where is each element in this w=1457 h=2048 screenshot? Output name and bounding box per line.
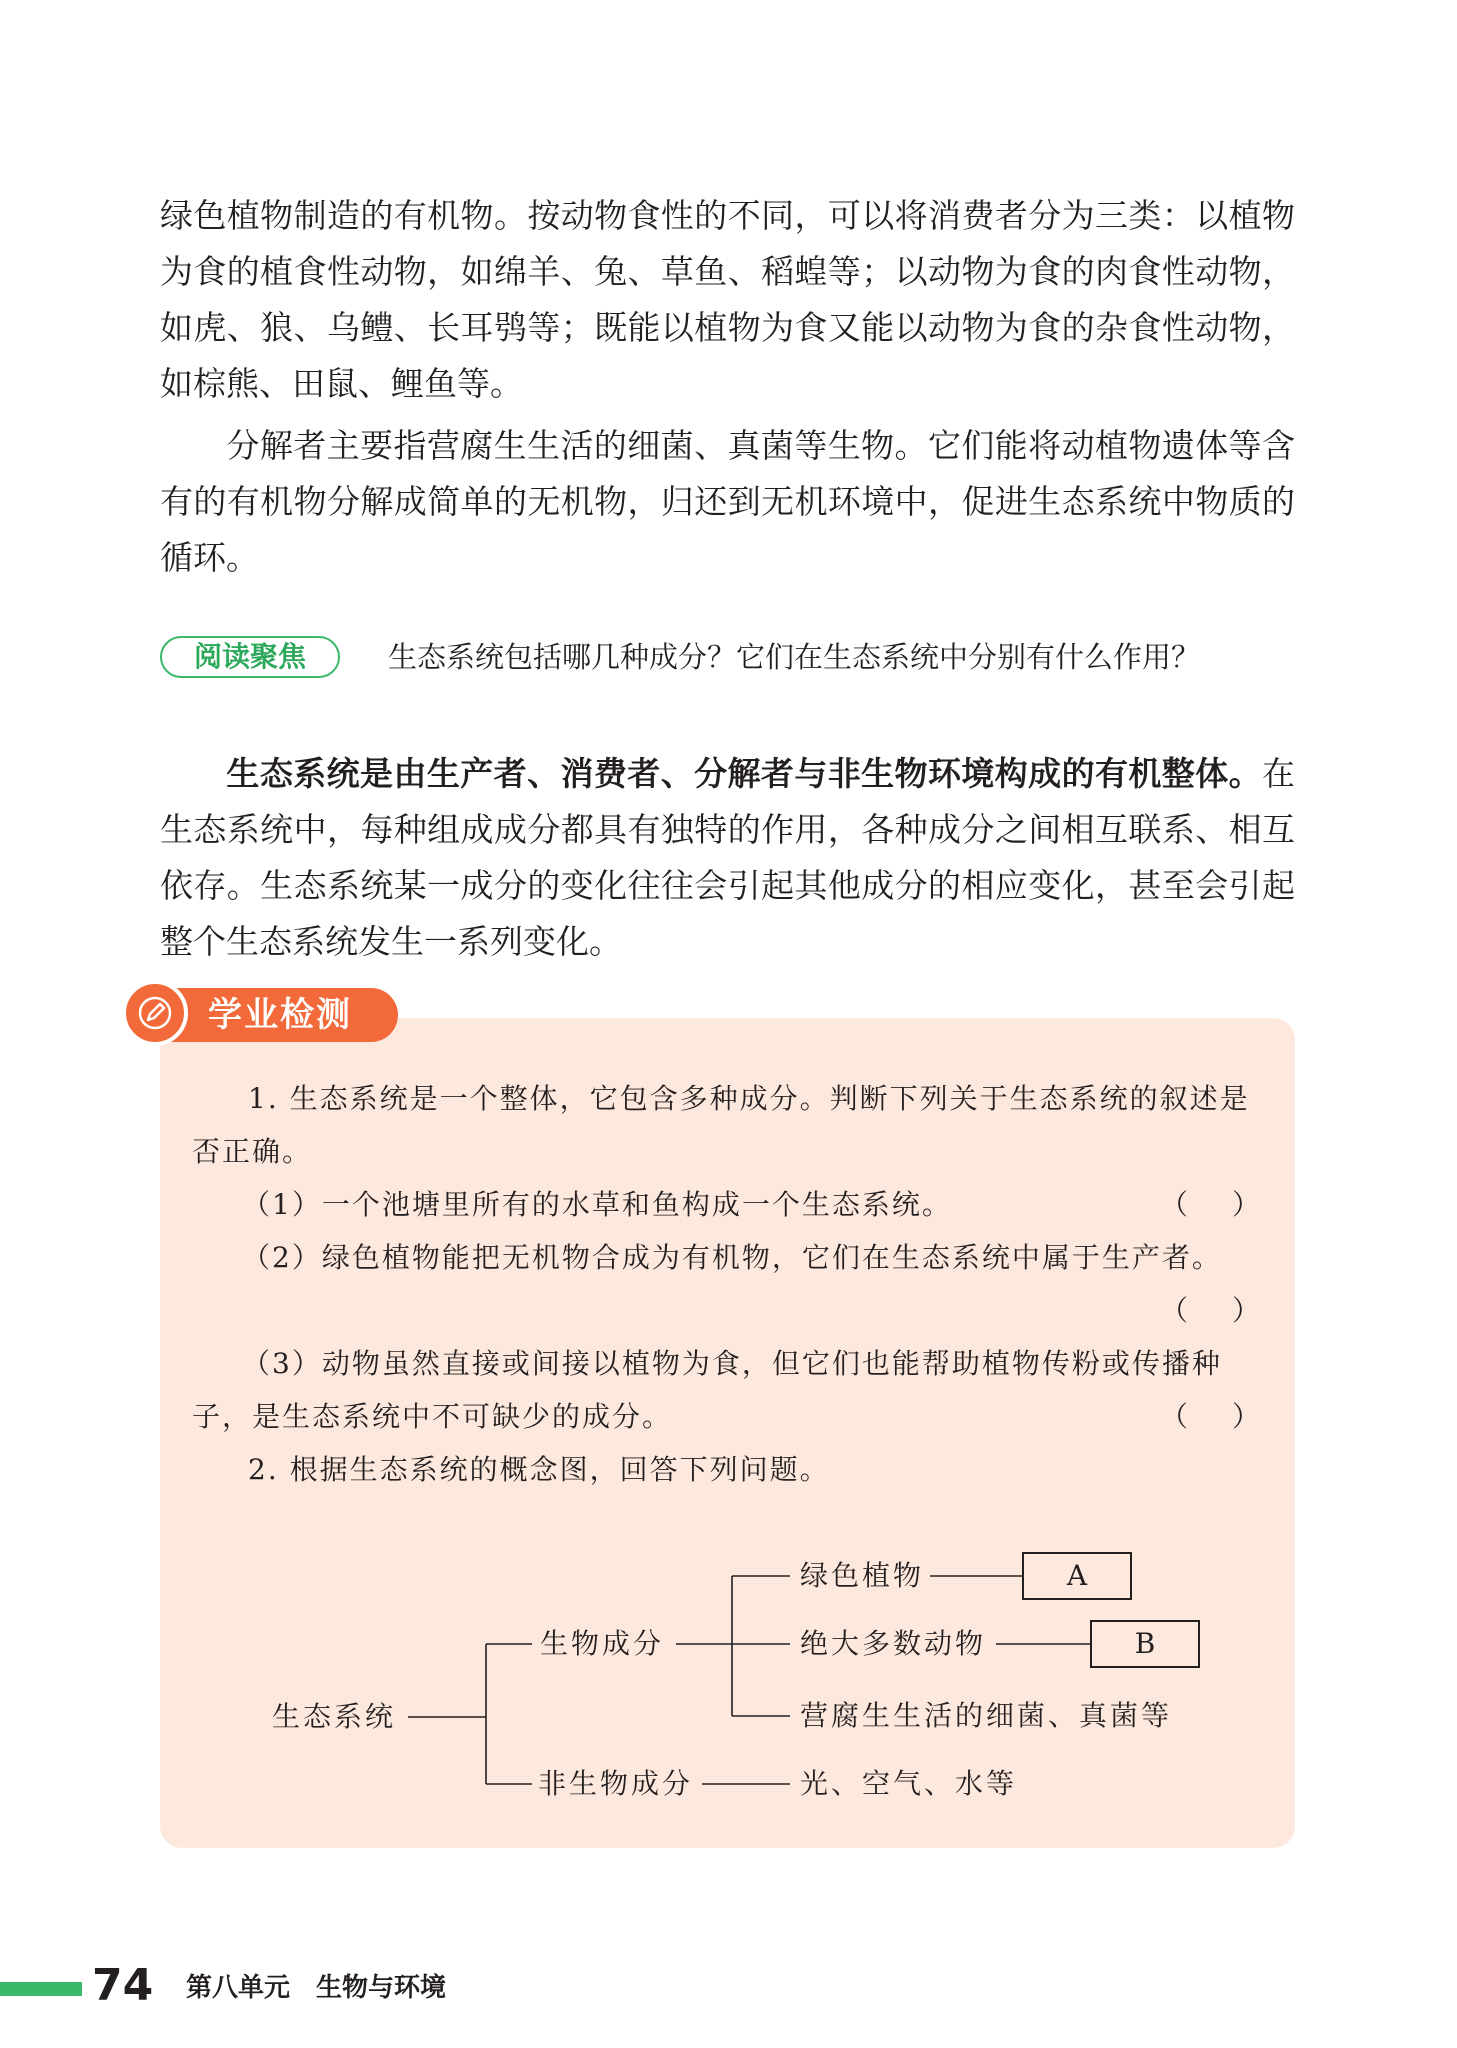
pencil-icon xyxy=(122,980,188,1046)
node-green-plants: 绿色植物 xyxy=(800,1559,925,1592)
question-1-1 xyxy=(192,1178,1264,1231)
reading-focus-badge: 阅读聚焦 xyxy=(160,636,340,678)
paragraph-consumers xyxy=(160,188,1295,412)
academic-check-header xyxy=(122,980,400,1048)
question-1-3-text: （3）动物虽然直接或间接以植物为食，但它们也能帮助植物传粉或传播种子，是生态系统中不可缺少的成分。 xyxy=(192,1347,1222,1433)
node-abiotic-items: 光、空气、水等 xyxy=(800,1767,1018,1800)
ecosystem-definition-text: 在生态系统中，每种组成成分都具有独特的作用，各种成分之间相互联系、相互依存。生态系统某一成分的变化往往会引起其他成分的相应变化，甚至会引起整个生态系统发生一系列变化。 xyxy=(160,754,1295,961)
node-most-animals: 绝大多数动物 xyxy=(800,1627,987,1660)
question-1-2 xyxy=(192,1231,1264,1284)
academic-check-title: 学业检测 xyxy=(208,995,352,1035)
paragraph-decomposers xyxy=(160,418,1295,586)
unit-number: 第八单元 xyxy=(186,1973,291,2003)
paragraph-decomposers-text: 分解者主要指营腐生生活的细菌、真菌等生物。它们能将动植物遗体等含有的有机物分解成简单的无机物，归还到无机环境中，促进生态系统中物质的循环。 xyxy=(160,426,1295,577)
paragraph-consumers-text: 绿色植物制造的有机物。按动物食性的不同，可以将消费者分为三类：以植物为食的植食性动物，如绵羊、兔、草鱼、稻蝗等；以动物为食的肉食性动物，如虎、狼、乌鳢、长耳鸮等；既能以植物为食又能以动物为食的杂食性动物，如棕熊、田鼠、鲤鱼等。 xyxy=(160,196,1295,403)
answer-blank-1[interactable]: （） xyxy=(1160,1188,1305,1221)
footer-green-bar xyxy=(0,1982,82,1996)
question-2-text: 2. 根据生态系统的概念图，回答下列问题。 xyxy=(248,1453,830,1486)
box-b: B xyxy=(1090,1620,1200,1668)
node-decomposers: 营腐生生活的细菌、真菌等 xyxy=(800,1699,1173,1732)
node-biotic: 生物成分 xyxy=(540,1627,665,1660)
question-2 xyxy=(192,1443,1264,1496)
unit-label xyxy=(186,1966,446,2010)
unit-title: 生物与环境 xyxy=(316,1973,447,2003)
question-1-intro-text: 1. 生态系统是一个整体，它包含多种成分。判断下列关于生态系统的叙述是否正确。 xyxy=(192,1082,1250,1168)
ecosystem-definition-bold: 生态系统是由生产者、消费者、分解者与非生物环境构成的有机整体。 xyxy=(226,754,1262,793)
box-a: A xyxy=(1022,1552,1132,1600)
answer-blank-3[interactable]: （） xyxy=(1160,1400,1305,1433)
question-1-2-text: （2）绿色植物能把无机物合成为有机物，它们在生态系统中属于生产者。 xyxy=(242,1241,1222,1274)
node-ecosystem: 生态系统 xyxy=(272,1700,397,1733)
node-abiotic: 非生物成分 xyxy=(538,1767,694,1800)
answer-blank-2[interactable]: （） xyxy=(1160,1294,1305,1327)
page-number: 74 xyxy=(92,1960,154,2011)
question-1-3 xyxy=(192,1337,1264,1443)
question-1-1-text: （1）一个池塘里所有的水草和鱼构成一个生态系统。 xyxy=(242,1188,952,1221)
reading-focus-question: 生态系统包括哪几种成分？它们在生态系统中分别有什么作用？ xyxy=(388,640,1201,674)
paragraph-ecosystem-definition xyxy=(160,746,1295,970)
question-1-intro xyxy=(192,1072,1264,1178)
